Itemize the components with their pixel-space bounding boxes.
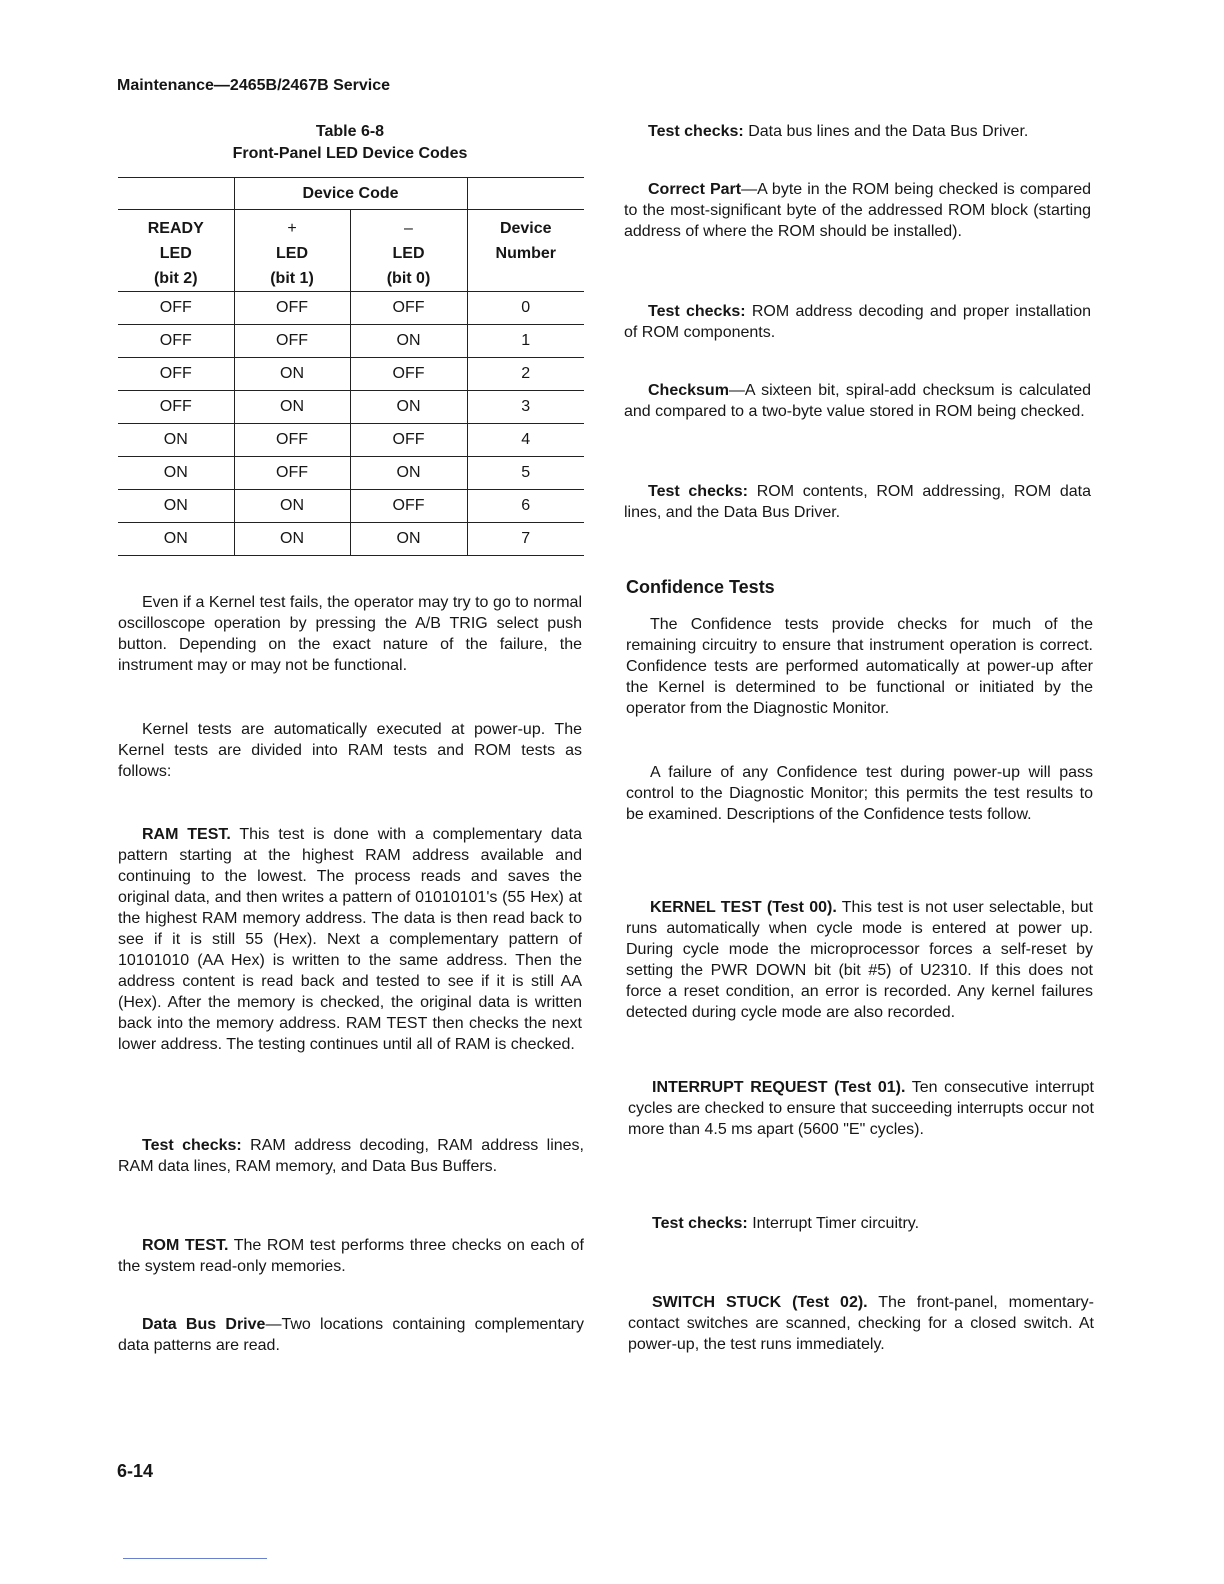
column-header-device-number: Device Number [467,210,584,292]
table-row [118,358,584,391]
column-header-minus: – LED (bit 0) [350,210,467,292]
confidence-intro-paragraph: The Confidence tests provide checks for much of the remaining circuitry to ensure that instrument operation is correct. Confidence tests are performed automatically at power-up after the Kernel is determined to be functional or initiated by the operator from the Diagnostic Monitor. [626,616,1093,717]
kernel-fail-paragraph: Even if a Kernel test fails, the operator may try to go to normal oscilloscope operation by pressing the A/B TRIG select push button. Depending on the exact nature of the failure, the instrument may or may not be functional. [118,594,582,674]
correct-part-paragraph: Correct Part—A byte in the ROM being checked is compared to the most-significant byte of the addressed ROM block (starting address of where the ROM should be installed). [624,181,1092,240]
rom-test-title: ROM TEST. [142,1237,229,1254]
table-cell: ON [118,523,234,556]
data-bus-checks-paragraph: Test checks: Data bus lines and the Data Bus Driver. [648,123,1029,140]
table-row [118,424,584,457]
switch-stuck-paragraph: SWITCH STUCK (Test 02). The front-panel, momentary-contact switches are scanned, checking for a closed switch. At power-up, the test runs immediately. [628,1294,1095,1353]
table-cell: OFF [118,358,234,391]
table-cell: 4 [467,424,584,457]
confidence-failure-paragraph: A failure of any Confidence test during power-up will pass control to the Diagnostic Monitor; this permits the test results to be examined. Descriptions of the Confidence tests follow. [626,764,1093,823]
confidence-tests-heading: Confidence Tests [626,577,775,597]
table-group-header-row [118,178,584,210]
table-cell: OFF [118,292,234,325]
running-header: Maintenance—2465B/2467B Service [117,77,391,94]
table-cell: ON [118,490,234,523]
table-cell: ON [234,490,350,523]
table-row [118,457,584,490]
ram-test-checks-paragraph: Test checks: RAM address decoding, RAM address lines, RAM data lines, RAM memory, and Data Bus Buffers. [118,1137,584,1175]
kernel-intro-paragraph: Kernel tests are automatically executed at power-up. The Kernel tests are divided into RAM tests and ROM tests as follows: [118,721,582,780]
table-cell: 3 [467,391,584,424]
table-cell: 5 [467,457,584,490]
table-row [118,391,584,424]
table-cell: OFF [350,424,467,457]
table-cell: OFF [350,490,467,523]
table-cell: ON [350,457,467,490]
table-cell: OFF [350,358,467,391]
table-cell: 6 [467,490,584,523]
table-column-header-row [118,210,584,292]
table-cell: OFF [234,457,350,490]
table-cell: 2 [467,358,584,391]
table-row [118,523,584,556]
table-cell: OFF [234,325,350,358]
ram-test-title: RAM TEST. [142,826,231,843]
table-cell: ON [350,325,467,358]
table-row [118,490,584,523]
column-header-plus: + LED (bit 1) [234,210,350,292]
table-cell: ON [234,523,350,556]
correct-part-checks-paragraph: Test checks: ROM address decoding and proper installation of ROM components. [624,303,1092,341]
table-row [118,292,584,325]
device-code-group-header: Device Code [234,178,467,210]
ram-test-paragraph: RAM TEST. This test is done with a complementary data pattern starting at the highest RAM address available and continuing to the lowest. The process reads and saves the original data, and then writes a pattern of 01010101's (55 Hex) at the highest RAM memory address. The data is then read back to see if it is still 55 (Hex). Next a complementary pattern of 10101010 (AA Hex) is written to the same address. Then the address content is read back and tested to see if it is still AA (Hex). After the memory is checked, the original data is written back into the memory address. RAM TEST then checks the next lower address. The testing continues until all of RAM is checked. [118,826,582,1053]
table-header-empty [118,178,234,210]
table-cell: ON [234,358,350,391]
table-cell: OFF [350,292,467,325]
table-title: Front-Panel LED Device Codes [232,145,468,162]
table-cell: OFF [234,424,350,457]
interrupt-request-paragraph: INTERRUPT REQUEST (Test 01). Ten consecutive interrupt cycles are checked to ensure that succeeding interrupts occur not more than 4.5 ms apart (5600 "E" cycles). [628,1079,1094,1138]
data-bus-drive-paragraph: Data Bus Drive—Two locations containing complementary data patterns are read. [118,1316,584,1354]
table-caption [118,121,582,165]
table-cell: ON [350,523,467,556]
table-cell: OFF [118,325,234,358]
page-number: 6-14 [117,1461,154,1481]
checksum-checks-paragraph: Test checks: ROM contents, ROM addressing, ROM data lines, and the Data Bus Driver. [624,483,1092,521]
table-cell: OFF [118,391,234,424]
table-row [118,325,584,358]
column-header-ready: READY LED (bit 2) [118,210,234,292]
table-header-empty [467,178,584,210]
kernel-test-paragraph: KERNEL TEST (Test 00). This test is not user selectable, but runs automatically when cycle mode is entered at power up. During cycle mode the microprocessor forces a self-reset by setting the PWR DOWN bit (bit #5) of U2310. If this does not force a reset condition, an error is recorded. Any kernel failures detected during cycle mode are also recorded. [626,899,1094,1021]
checksum-paragraph: Checksum—A sixteen bit, spiral-add checksum is calculated and compared to a two-byte value stored in ROM being checked. [624,382,1091,420]
table-cell: OFF [234,292,350,325]
table-number: Table 6-8 [315,123,385,140]
rom-test-paragraph: ROM TEST. The ROM test performs three checks on each of the system read-only memories. [118,1237,584,1275]
interrupt-checks-paragraph: Test checks: Interrupt Timer circuitry. [652,1215,920,1232]
table-cell: ON [118,457,234,490]
device-codes-table [118,177,584,556]
footer-divider [123,1558,267,1559]
table-cell: ON [350,391,467,424]
table-cell: ON [118,424,234,457]
table-cell: 7 [467,523,584,556]
table-cell: 0 [467,292,584,325]
table-cell: 1 [467,325,584,358]
table-cell: ON [234,391,350,424]
